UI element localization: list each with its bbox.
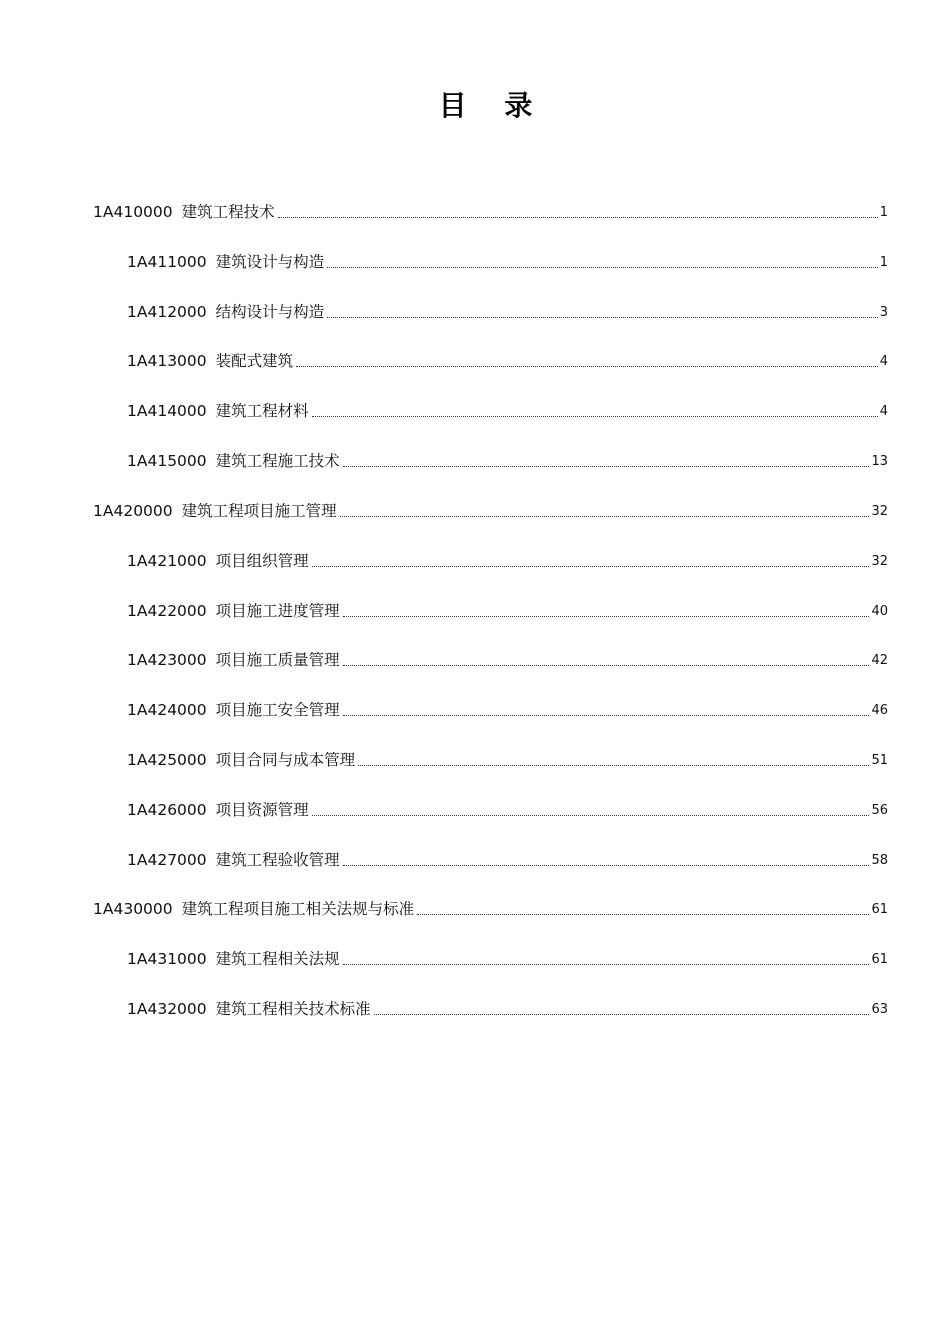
toc-entry-text: 建筑设计与构造 [215, 253, 325, 271]
toc-entry-text: 项目组织管理 [215, 552, 309, 570]
toc-entry-code: 1A427000 [127, 851, 207, 869]
toc-entry-page: 3 [879, 305, 888, 320]
toc-dot-leader [312, 415, 878, 417]
toc-dot-leader [343, 864, 870, 866]
toc-entry-page: 4 [879, 404, 888, 419]
toc-entry-page: 61 [871, 902, 888, 917]
toc-title: 目 录 [438, 89, 547, 122]
toc-entry[interactable] [127, 836, 888, 870]
toc-entry-page: 42 [871, 653, 888, 668]
toc-dot-leader [343, 714, 870, 716]
toc-entry[interactable] [127, 587, 888, 621]
toc-entry-text: 建筑工程相关法规 [215, 950, 340, 968]
toc-entry[interactable] [93, 188, 888, 222]
toc-dot-leader [374, 1013, 870, 1015]
toc-entry[interactable] [127, 337, 888, 371]
toc-entry[interactable] [127, 985, 888, 1019]
toc-entry-code: 1A413000 [127, 352, 207, 370]
toc-entry[interactable] [127, 736, 888, 770]
toc-entry-page: 40 [871, 604, 888, 619]
toc-entry[interactable] [127, 238, 888, 272]
toc-entry[interactable] [127, 786, 888, 820]
toc-entry-page: 1 [879, 205, 888, 220]
toc-entry-code: 1A414000 [127, 402, 207, 420]
toc-entry[interactable] [127, 686, 888, 720]
toc-entry[interactable] [127, 288, 888, 322]
toc-dot-leader [417, 913, 869, 915]
toc-entry-page: 51 [871, 753, 888, 768]
toc-entry-text: 装配式建筑 [215, 352, 294, 370]
toc-dot-leader [343, 664, 870, 666]
toc-entry-text: 建筑工程项目施工相关法规与标准 [181, 900, 415, 918]
toc-entry-page: 13 [871, 454, 888, 469]
toc-dot-leader [343, 615, 870, 617]
toc-entry-page: 63 [871, 1002, 888, 1017]
toc-entry[interactable] [127, 636, 888, 670]
toc-dot-leader [327, 316, 878, 318]
toc-entry-page: 56 [871, 803, 888, 818]
toc-entry[interactable] [93, 885, 888, 919]
toc-entry-code: 1A424000 [127, 701, 207, 719]
toc-entry-text: 项目合同与成本管理 [215, 751, 356, 769]
toc-entry-text: 建筑工程技术 [181, 203, 275, 221]
toc-entry[interactable] [127, 437, 888, 471]
toc-entry-code: 1A411000 [127, 253, 207, 271]
toc-entry-code: 1A410000 [93, 203, 173, 221]
toc-entry-code: 1A421000 [127, 552, 207, 570]
toc-entry-page: 32 [871, 554, 888, 569]
toc-entry-page: 61 [871, 952, 888, 967]
toc-dot-leader [312, 814, 870, 816]
toc-entry-code: 1A422000 [127, 602, 207, 620]
toc-dot-leader [340, 515, 870, 517]
toc-entry-text: 建筑工程验收管理 [215, 851, 340, 869]
toc-entry-code: 1A420000 [93, 502, 173, 520]
toc-dot-leader [343, 963, 870, 965]
toc-entry-text: 建筑工程材料 [215, 402, 309, 420]
toc-entry-code: 1A426000 [127, 801, 207, 819]
toc-entry-text: 项目施工安全管理 [215, 701, 340, 719]
toc-entry-code: 1A415000 [127, 452, 207, 470]
toc-dot-leader [343, 465, 870, 467]
toc-entry-code: 1A412000 [127, 303, 207, 321]
toc-entry-text: 建筑工程相关技术标准 [215, 1000, 371, 1018]
toc-entry-code: 1A431000 [127, 950, 207, 968]
toc-dot-leader [296, 365, 878, 367]
toc-entry-text: 结构设计与构造 [215, 303, 325, 321]
toc-entry-code: 1A432000 [127, 1000, 207, 1018]
toc-entry[interactable] [93, 487, 888, 521]
toc-entry-code: 1A430000 [93, 900, 173, 918]
toc-entry-text: 项目施工质量管理 [215, 651, 340, 669]
toc-entry[interactable] [127, 537, 888, 571]
toc-dot-leader [312, 565, 870, 567]
toc-entry-text: 建筑工程项目施工管理 [181, 502, 337, 520]
toc-entry-page: 58 [871, 853, 888, 868]
toc-dot-leader [327, 266, 878, 268]
toc-entry-page: 32 [871, 504, 888, 519]
toc-dot-leader [358, 764, 869, 766]
toc-entry-text: 项目资源管理 [215, 801, 309, 819]
toc-entry-code: 1A425000 [127, 751, 207, 769]
toc-entry-page: 1 [879, 255, 888, 270]
toc-entry-code: 1A423000 [127, 651, 207, 669]
toc-entry-text: 建筑工程施工技术 [215, 452, 340, 470]
toc-entry-page: 4 [879, 354, 888, 369]
toc-dot-leader [278, 216, 878, 218]
toc-entry[interactable] [127, 935, 888, 969]
toc-entry-text: 项目施工进度管理 [215, 602, 340, 620]
toc-entry[interactable] [127, 387, 888, 421]
toc-entry-page: 46 [871, 703, 888, 718]
